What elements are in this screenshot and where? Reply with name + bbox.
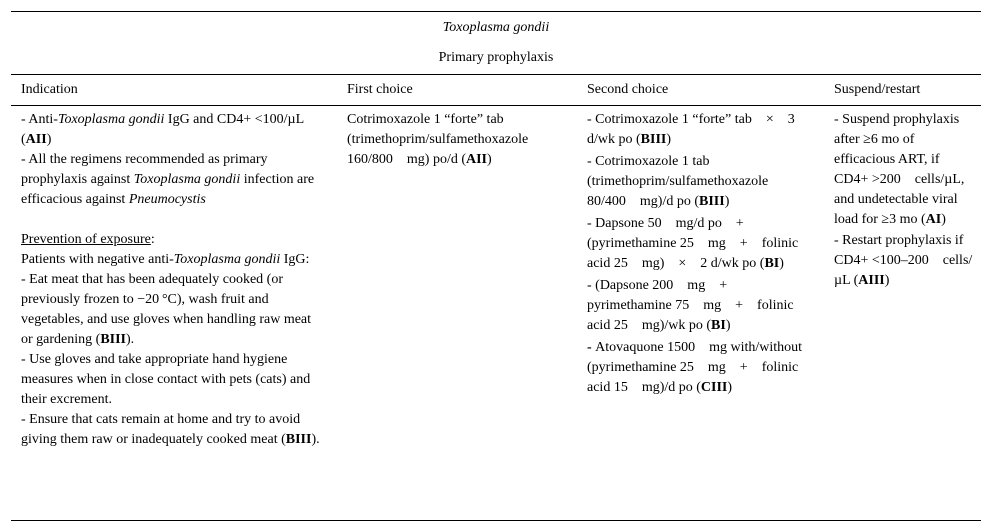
header-rule [11, 105, 981, 106]
header-indication: Indication [21, 82, 78, 97]
indication-item: - Use gloves and take appropriate hand hygiene measures when in close contact with pets (cats) and their excrement. [21, 352, 311, 407]
header-first-choice: First choice [347, 82, 413, 97]
second-choice-item: - Dapsone 50 mg/d po + (pyrimethamine 25 mg + folinic acid 25 mg) × 2 d/wk po (BI) [587, 216, 799, 271]
first-choice-item: Cotrimoxazole 1 “forte” tab (trimethoprim/sulfamethoxazole 160/800 mg) po/d (AII) [347, 112, 529, 167]
indication-item: - Eat meat that has been adequately cooked (or previously frozen to −20 °C), wash fruit and vegetables, and use gloves when handling raw meat or gardening (BIII). [21, 272, 312, 347]
second-choice-item: - (Dapsone 200 mg + pyrimethamine 75 mg + folinic acid 25 mg)/wk po (BI) [587, 278, 794, 333]
suspend-restart-item: - Suspend prophylaxis after ≥6 mo of efficacious ART, if CD4+ >200 cells/µL, and undetectable viral load for ≥3 mo (AI) [834, 112, 965, 227]
prevention-heading: Prevention of exposure: [21, 232, 155, 247]
header-second-choice: Second choice [587, 82, 669, 97]
indication-item: - Anti-Toxoplasma gondii IgG and CD4+ <100/µL (AII) [21, 112, 304, 147]
second-choice-item: - Cotrimoxazole 1 “forte” tab × 3 d/wk po (BIII) [587, 112, 795, 147]
caption-rule [11, 74, 981, 75]
indication-item: - Ensure that cats remain at home and try to avoid giving them raw or inadequately cooked meat (BIII). [21, 412, 320, 447]
first-choice-cell [347, 110, 582, 170]
prophylaxis-table [11, 11, 981, 521]
suspend-restart-cell [834, 110, 974, 292]
indication-item: Patients with negative anti-Toxoplasma gondii IgG: [21, 252, 310, 267]
suspend-restart-item: - Restart prophylaxis if CD4+ <100–200 cells/µL (AIII) [834, 233, 973, 288]
second-choice-cell [587, 110, 817, 400]
second-choice-item: - Atovaquone 1500 mg with/without (pyrimethamine 25 mg + folinic acid 15 mg)/d po (CIII) [587, 340, 803, 395]
indication-item: - All the regimens recommended as primary prophylaxis against Toxoplasma gondii infection are efficacious against Pneumocystis [21, 152, 315, 207]
table-subtitle: Primary prophylaxis [438, 50, 554, 65]
table-title: Toxoplasma gondii [442, 20, 550, 35]
second-choice-item: - Cotrimoxazole 1 tab (trimethoprim/sulfamethoxazole 80/400 mg)/d po (BIII) [587, 154, 769, 209]
header-suspend-restart: Suspend/restart [834, 82, 921, 97]
indication-cell [21, 110, 321, 450]
